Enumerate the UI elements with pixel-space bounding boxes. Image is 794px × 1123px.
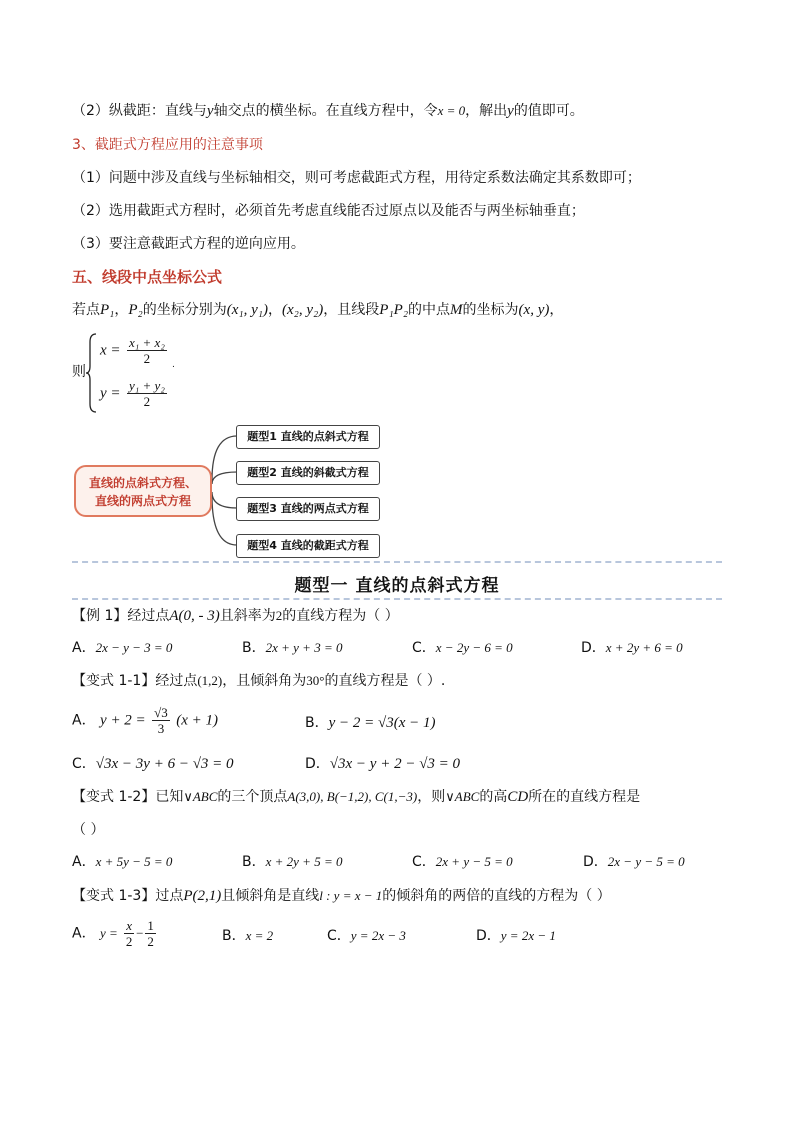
- section-title: 题型一 直线的点斜式方程: [294, 576, 500, 596]
- text: 的值即可。: [513, 103, 584, 119]
- fraction: [124, 918, 134, 949]
- numerator: x: [126, 918, 133, 933]
- ex1-option-b[interactable]: [242, 637, 342, 657]
- mindmap-node-1: 题型1 直线的点斜式方程: [236, 425, 380, 449]
- text: 已知: [155, 789, 184, 805]
- option-math: 2x − y − 3 = 0: [95, 640, 173, 655]
- sec3-item-1: （1）问题中涉及直线与坐标轴相交，则可考虑截距式方程，用待定系数法确定其系数即可；: [72, 170, 641, 186]
- option-label: B．: [222, 928, 246, 944]
- option-math: y + 2 =: [100, 712, 146, 729]
- label: 【变式 1-3】: [72, 888, 156, 904]
- center-line: 直线的两点式方程: [94, 494, 191, 508]
- example-1-question: [72, 606, 399, 626]
- option-math: 2x + y + 3 = 0: [265, 640, 343, 655]
- sec3-item-3: （3）要注意截距式方程的逆向应用。: [72, 236, 305, 252]
- fraction: [145, 918, 156, 949]
- option-math: y = 2x − 1: [500, 928, 556, 943]
- text: 轴交点的横坐标。在直线方程中，令: [213, 103, 438, 119]
- formula-dot: .: [172, 360, 175, 370]
- sec3-item-2: （2）选用截距式方程时，必须首先考虑直线能否过原点以及能否与两坐标轴垂直；: [72, 203, 585, 219]
- math: P₁P₂: [379, 302, 409, 318]
- v13-option-c[interactable]: [327, 925, 406, 945]
- math: P₂: [128, 302, 143, 318]
- variant-1-2-paren: （ ）: [72, 822, 105, 838]
- option-math: √3x − y + 2 − √3 = 0: [329, 756, 461, 772]
- variant-1-1-question: [72, 671, 445, 691]
- v13-option-a[interactable]: [72, 918, 158, 949]
- option-label: C．: [412, 854, 436, 870]
- option-label: C．: [327, 928, 351, 944]
- then-label: 则: [72, 364, 86, 380]
- option-label: B．: [242, 640, 266, 656]
- mindmap-node-3: 题型3 直线的两点式方程: [236, 497, 380, 521]
- denominator: 2: [147, 934, 154, 949]
- option-math: √3x − 3y + 6 − √3 = 0: [95, 756, 234, 772]
- option-label: C．: [72, 756, 96, 772]
- fraction: [127, 378, 167, 409]
- label: 【例 1】: [72, 608, 128, 624]
- text: （2）纵截距：直线与: [72, 103, 207, 119]
- math: y: [507, 103, 514, 119]
- math: CD: [507, 789, 529, 805]
- math: A(0, - 3): [169, 608, 220, 624]
- text: ，解出: [465, 103, 508, 119]
- math: P₁: [100, 302, 115, 318]
- section-3-heading: 3、截距式方程应用的注意事项: [72, 137, 263, 153]
- ex1-option-a[interactable]: [72, 637, 172, 657]
- math: x =: [100, 342, 121, 359]
- brace-icon: [86, 332, 98, 414]
- fraction: [152, 705, 170, 736]
- option-label: B．: [242, 854, 266, 870]
- option-label: A．: [72, 640, 96, 656]
- numerator: y₁ + y₂: [128, 378, 165, 393]
- v11-option-d[interactable]: [305, 753, 460, 773]
- v13-option-d[interactable]: [476, 925, 556, 945]
- text: 的高: [479, 789, 508, 805]
- text: ，: [549, 302, 564, 318]
- option-math: 2x − y − 5 = 0: [607, 854, 685, 869]
- math: y: [206, 103, 214, 119]
- option-label: D．: [581, 640, 606, 656]
- text: 过点: [155, 888, 184, 904]
- option-label: A．: [72, 712, 96, 729]
- option-math: y =: [100, 925, 118, 941]
- text: 的直线方程为（ ）: [282, 608, 399, 624]
- text: 的坐标分别为: [142, 302, 227, 318]
- option-label: D．: [583, 854, 608, 870]
- math: l : y = x − 1: [319, 888, 383, 903]
- text: 经过点: [155, 673, 198, 689]
- numerator: x₁ + x₂: [128, 335, 165, 350]
- text: 若点: [72, 302, 100, 318]
- denominator: 2: [143, 394, 151, 409]
- midpoint-intro: [72, 300, 563, 320]
- option-math: x = 2: [245, 928, 274, 943]
- fraction: [127, 335, 167, 366]
- text: 的三个顶点: [217, 789, 288, 805]
- midpoint-y-formula: [100, 378, 169, 409]
- label: 【变式 1-1】: [72, 673, 156, 689]
- variant-1-2-question: [72, 787, 640, 807]
- center-line: 直线的点斜式方程、: [88, 476, 197, 490]
- option-math: x + 2y + 5 = 0: [265, 854, 343, 869]
- label: 【变式 1-2】: [72, 789, 156, 805]
- math: M: [450, 302, 463, 318]
- option-math: x + 5y − 5 = 0: [95, 854, 173, 869]
- mindmap-node-2: 题型2 直线的斜截式方程: [236, 461, 380, 485]
- option-math: y = 2x − 3: [350, 928, 406, 943]
- text: 的直线方程是（ ）.: [324, 673, 446, 689]
- text: 的中点: [408, 302, 451, 318]
- mindmap-node-4: 题型4 直线的截距式方程: [236, 534, 380, 558]
- text: 且斜率为: [219, 608, 276, 624]
- v13-option-b[interactable]: [222, 925, 273, 945]
- text: 所在的直线方程是: [528, 789, 641, 805]
- math: ∨ABC: [445, 789, 480, 804]
- v12-option-d[interactable]: [583, 851, 685, 871]
- para-vertical-intercept: [72, 101, 584, 121]
- variant-1-3-question: [72, 886, 611, 906]
- option-math: x + 2y + 6 = 0: [605, 640, 683, 655]
- v12-option-b[interactable]: [242, 851, 342, 871]
- ex1-option-d[interactable]: [581, 637, 683, 657]
- v11-option-b[interactable]: [305, 712, 436, 732]
- denominator: 2: [143, 351, 151, 366]
- midpoint-x-formula: [100, 335, 169, 366]
- option-label: A．: [72, 925, 96, 942]
- math: x = 0: [437, 103, 466, 118]
- math: 2: [275, 608, 283, 623]
- math: (x, y): [518, 302, 550, 318]
- option-math: −: [136, 925, 144, 941]
- mindmap-center-node: [74, 465, 212, 517]
- option-label: A．: [72, 854, 96, 870]
- math: (x₂, y₂): [282, 302, 324, 318]
- option-label: B．: [305, 715, 329, 731]
- math: y =: [100, 385, 121, 402]
- denominator: 3: [157, 721, 165, 736]
- text: 的倾斜角的两倍的直线的方程为（ ）: [382, 888, 611, 904]
- math: P(2,1): [183, 888, 222, 904]
- text: ，则: [417, 789, 446, 805]
- v11-option-c[interactable]: [72, 753, 234, 773]
- text: 经过点: [127, 608, 170, 624]
- section-5-heading: 五、线段中点坐标公式: [72, 268, 223, 286]
- text: 的坐标为: [462, 302, 519, 318]
- option-label: D．: [305, 756, 330, 772]
- text: ，且线段: [323, 302, 380, 318]
- math: (x₁, y₁): [226, 302, 269, 318]
- text: ，: [268, 302, 283, 318]
- option-math: (x + 1): [176, 712, 219, 729]
- ex1-option-c[interactable]: [412, 637, 513, 657]
- divider: [72, 598, 722, 600]
- option-label: D．: [476, 928, 501, 944]
- math: A(3,0), B(−1,2), C(1,−3): [287, 789, 418, 804]
- text: ，: [114, 302, 129, 318]
- math: (1,2): [197, 673, 223, 688]
- v12-option-c[interactable]: [412, 851, 513, 871]
- option-math: y − 2 = √3(x − 1): [328, 715, 436, 731]
- option-math: 2x + y − 5 = 0: [435, 854, 513, 869]
- v12-option-a[interactable]: [72, 851, 172, 871]
- divider: [72, 561, 722, 563]
- option-math: x − 2y − 6 = 0: [435, 640, 513, 655]
- text: 且倾斜角是直线: [221, 888, 320, 904]
- math: 30°: [306, 673, 325, 688]
- numerator: 1: [147, 918, 154, 933]
- denominator: 2: [125, 934, 133, 949]
- option-label: C．: [412, 640, 436, 656]
- numerator: √3: [154, 705, 168, 720]
- text: ，且倾斜角为: [222, 673, 307, 689]
- math: ∨ABC: [183, 789, 218, 804]
- v11-option-a[interactable]: [72, 705, 218, 736]
